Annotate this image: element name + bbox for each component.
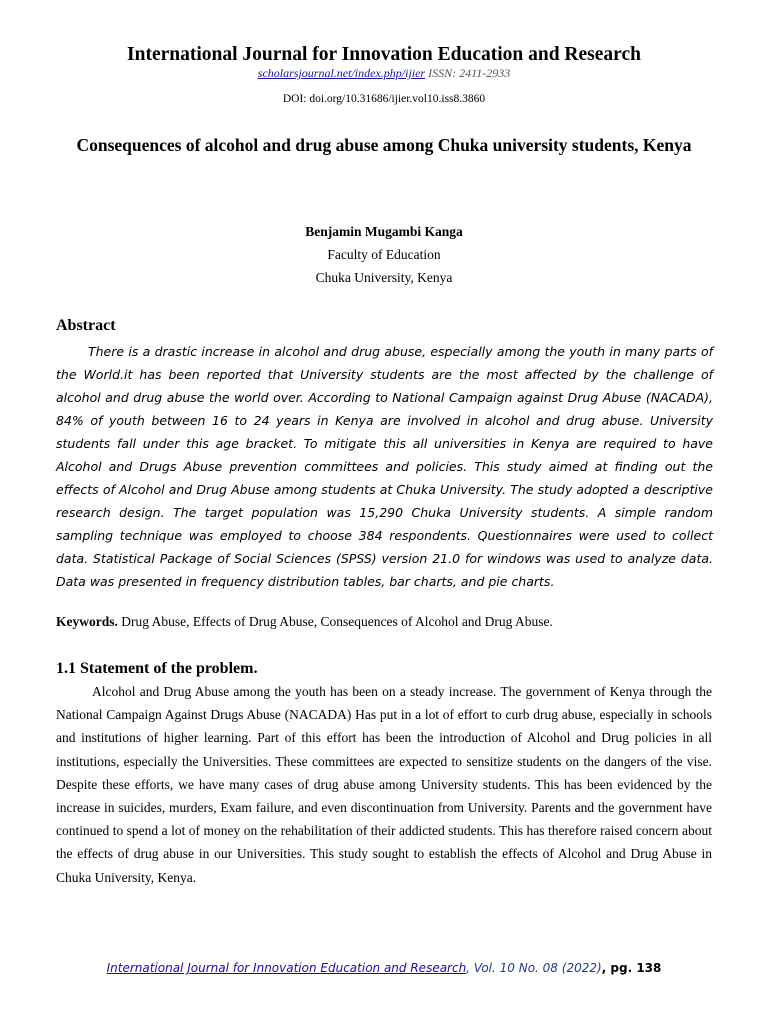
keywords-text: Drug Abuse, Effects of Drug Abuse, Consequences of Alcohol and Drug Abuse. [117,614,553,629]
author-affiliation-university: Chuka University, Kenya [315,270,453,285]
section-text-content: Alcohol and Drug Abuse among the youth has been on a steady increase. The government of Kenya through the National Campaign Against Drugs Abuse (NACADA) Has put in a lot of effort to curb drug abuse, especially in schools and institutions of higher learning. Part of this effort has been the introduction of Alcohol and Drug policies in all institutions, especially the Universities. These committees are expected to sensitize students on the dangers of the vise. Despite these efforts, we have many cases of drug abuse among University students. This has been evidenced by the increase in suicides, murders, Exam failure, and even discontinuation from University. Parents and the government have continued to spend a lot of money on the rehabilitation of their addicted students. This has therefore raised concern about the effects of drug abuse in our Universities. This study sought to establish the effects of Alcohol and Drug Abuse in Chuka University, Kenya. [56,684,712,885]
author-block [0,220,768,289]
keywords [56,614,716,630]
section-text [56,680,712,889]
footer-page-label: , pg. [601,961,637,975]
author-name: Benjamin Mugambi Kanga [305,224,463,239]
doi: DOI: doi.org/10.31686/ijier.vol10.iss8.3860 [282,93,486,105]
page-number: 138 [636,961,662,975]
journal-link[interactable]: scholarsjournal.net/index.php/ijier [257,66,426,80]
keywords-label: Keywords. [56,614,118,629]
footer-journal-link[interactable]: International Journal for Innovation Education and Research [106,961,467,975]
paper-title: Consequences of alcohol and drug abuse among Chuka university students, Kenya [76,135,692,155]
page-footer [0,961,768,975]
abstract-text [56,340,713,593]
abstract-text-content: There is a drastic increase in alcohol and drug abuse, especially among the youth in many parts of the World.it has been reported that University students are the most affected by the challenge of alcohol and drug abuse the world over. According to National Campaign against Drug Abuse (NACADA), 84% of youth between 16 to 24 years in Kenya are involved in alcohol and drug abuse. University students fall under this age bracket. To mitigate this all universities in Kenya are required to have Alcohol and Drugs Abuse prevention committees and policies. This study aimed at finding out the effects of Alcohol and Drug Abuse among students at Chuka University. The study adopted a descriptive research design. The target population was 15,290 Chuka University students. A simple random sampling technique was employed to choose 384 respondents. Questionnaires were used to collect data. Statistical Package of Social Sciences (SPSS) version 21.0 for windows was used to analyze data. Data was presented in frequency distribution tables, bar charts, and pie charts. [56,344,713,589]
abstract-heading: Abstract [56,317,116,334]
journal-meta [0,66,768,81]
journal-title: International Journal for Innovation Education and Research [127,44,641,65]
issn: ISSN: 2411-2933 [425,66,511,80]
section-heading: 1.1 Statement of the problem. [56,660,258,677]
author-affiliation-faculty: Faculty of Education [327,247,441,262]
footer-volume: , Vol. 10 No. 08 (2022) [466,961,602,975]
